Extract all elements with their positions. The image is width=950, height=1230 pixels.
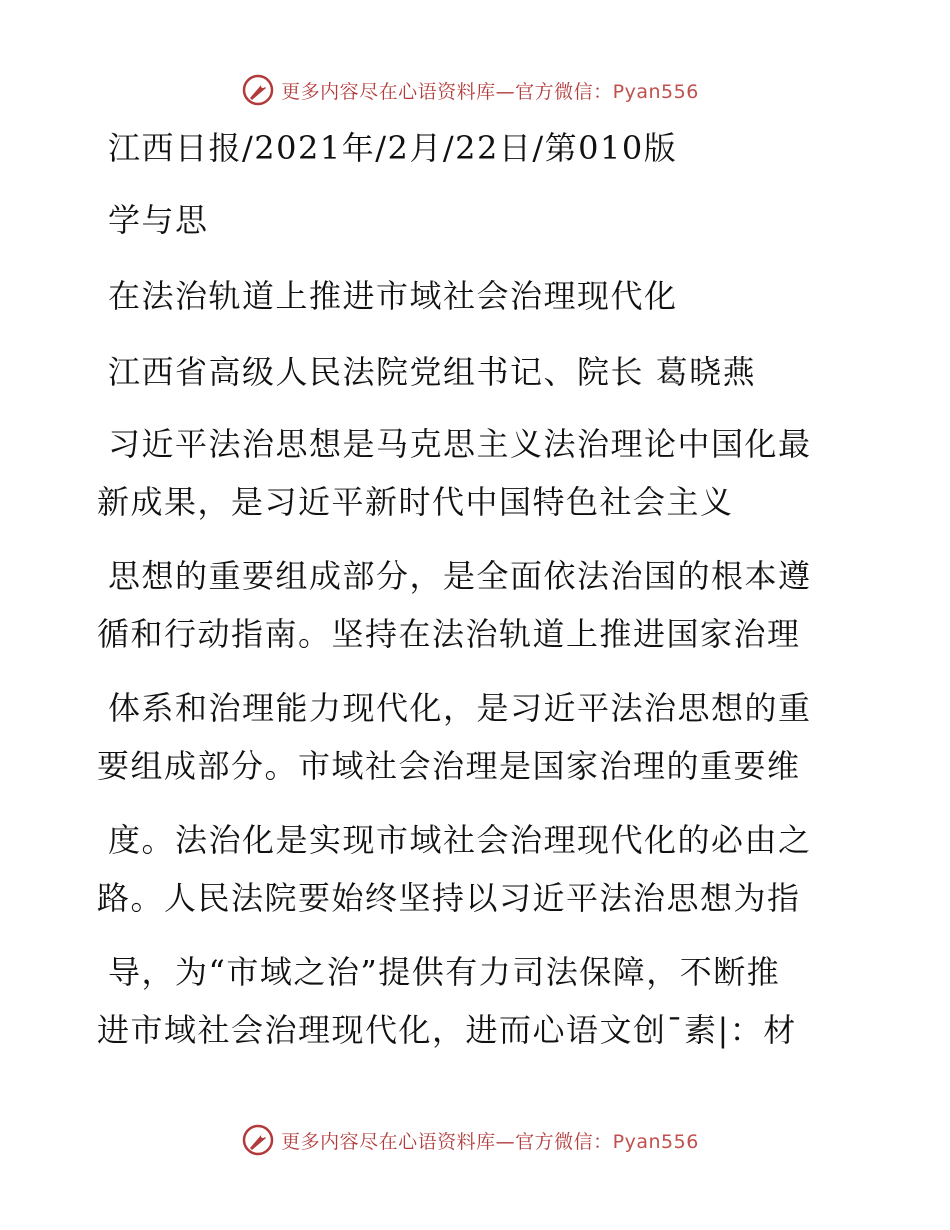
watermark-text: 更多内容尽在心语资料库—官方微信：Pyan556 [281,1130,699,1153]
pen-nib-logo-icon [241,1123,275,1157]
body-line: 要组成部分。市域社会治理是国家治理的重要维 [97,747,801,785]
body-line: 思想的重要组成部分，是全面依法治国的根本遵 [108,557,812,595]
article-title: 在法治轨道上推进市域社会治理现代化 [108,277,678,315]
dateline: 江西日报/2021年/2月/22日/第010版 [108,129,678,167]
section-label: 学与思 [108,201,209,239]
body-line: 导，为“市域之治”提供有力司法保障，不断推 [108,953,781,991]
watermark-top [0,70,950,110]
body-line: 度。法治化是实现市域社会治理现代化的必由之 [108,821,812,859]
watermark-text: 更多内容尽在心语资料库—官方微信：Pyan556 [281,80,699,103]
body-line: 新成果，是习近平新时代中国特色社会主义 [97,483,734,521]
body-line: 循和行动指南。坚持在法治轨道上推进国家治理 [97,615,801,653]
pen-nib-logo-icon [241,73,275,107]
body-line: 习近平法治思想是马克思主义法治理论中国化最 [108,425,812,463]
watermark-bottom [0,1120,950,1160]
body-line: 路。人民法院要始终坚持以习近平法治思想为指 [97,879,801,917]
article-author: 江西省高级人民法院党组书记、院长 葛晓燕 [108,353,757,391]
body-line: 进市域社会治理现代化，进而心语文创¯素|：材 [97,1011,797,1049]
body-line: 体系和治理能力现代化，是习近平法治思想的重 [108,689,812,727]
